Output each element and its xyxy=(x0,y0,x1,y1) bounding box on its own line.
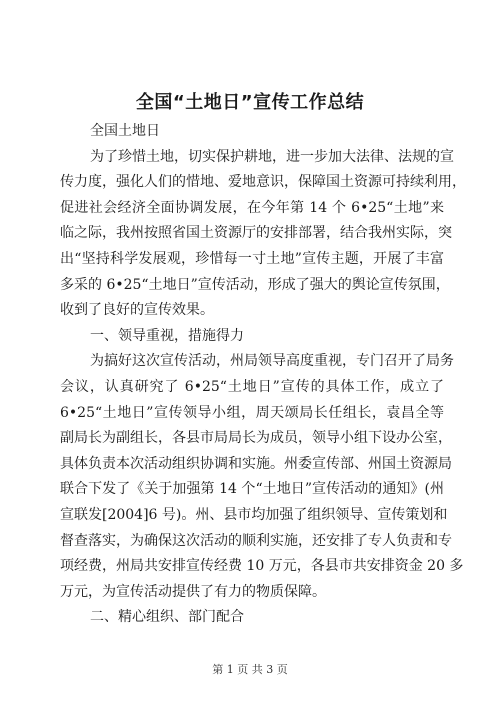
section-heading: 二、精心组织、部门配合 xyxy=(90,609,244,626)
text-line: 督查落实，为确保这次活动的顺利实施，还安排了专人负责和专 xyxy=(60,532,452,549)
text-line: 6•25“土地日”宣传领导小组，周天颂局长任组长，袁昌全等 xyxy=(60,404,444,421)
text-line: 宣联发[2004]6 号)。州、县市均加强了组织领导、宣传策划和 xyxy=(60,506,448,523)
text-line: 万元，为宣传活动提供了有力的物质保障。 xyxy=(60,583,326,600)
document-body xyxy=(60,119,466,631)
text-line: 为搞好这次宣传活动，州局领导高度重视，专门召开了局务 xyxy=(90,353,454,370)
text-line: 出“坚持科学发展观，珍惜每一寸土地”宣传主题，开展了丰富 xyxy=(60,250,444,267)
text-line: 传力度，强化人们的惜地、爱地意识，保障国土资源可持续利用， xyxy=(60,174,466,191)
page-footer: 第 1 页 共 3 页 xyxy=(212,663,288,676)
document-title: 全国“土地日”宣传工作总结 xyxy=(135,92,365,113)
text-line: 项经费，州局共安排宣传经费 10 万元，各县市共安排资金 20 多 xyxy=(60,558,464,575)
section-heading: 一、领导重视，措施得力 xyxy=(90,327,244,344)
text-line: 多采的 6•25“土地日”宣传活动，形成了强大的舆论宣传氛围， xyxy=(60,276,450,293)
text-line: 会议，认真研究了 6•25“土地日”宣传的具体工作，成立了 xyxy=(60,378,444,395)
text-line: 为了珍惜土地，切实保护耕地，进一步加大法律、法规的宣 xyxy=(90,148,454,165)
text-line: 临之际，我州按照省国土资源厅的安排部署，结合我州实际，突 xyxy=(60,225,452,242)
text-line: 收到了良好的宣传效果。 xyxy=(60,302,214,319)
text-line: 副局长为副组长，各县市局局长为成员，领导小组下设办公室， xyxy=(60,430,452,447)
text-line: 促进社会经济全面协调发展，在今年第 14 个 6•25“土地”来 xyxy=(60,199,444,216)
text-line: 具体负责本次活动组织协调和实施。州委宣传部、州国土资源局 xyxy=(60,455,452,472)
text-line: 全国土地日 xyxy=(90,123,160,139)
text-line: 联合下发了《关于加强第 14 个“土地日”宣传活动的通知》(州 xyxy=(60,481,444,498)
